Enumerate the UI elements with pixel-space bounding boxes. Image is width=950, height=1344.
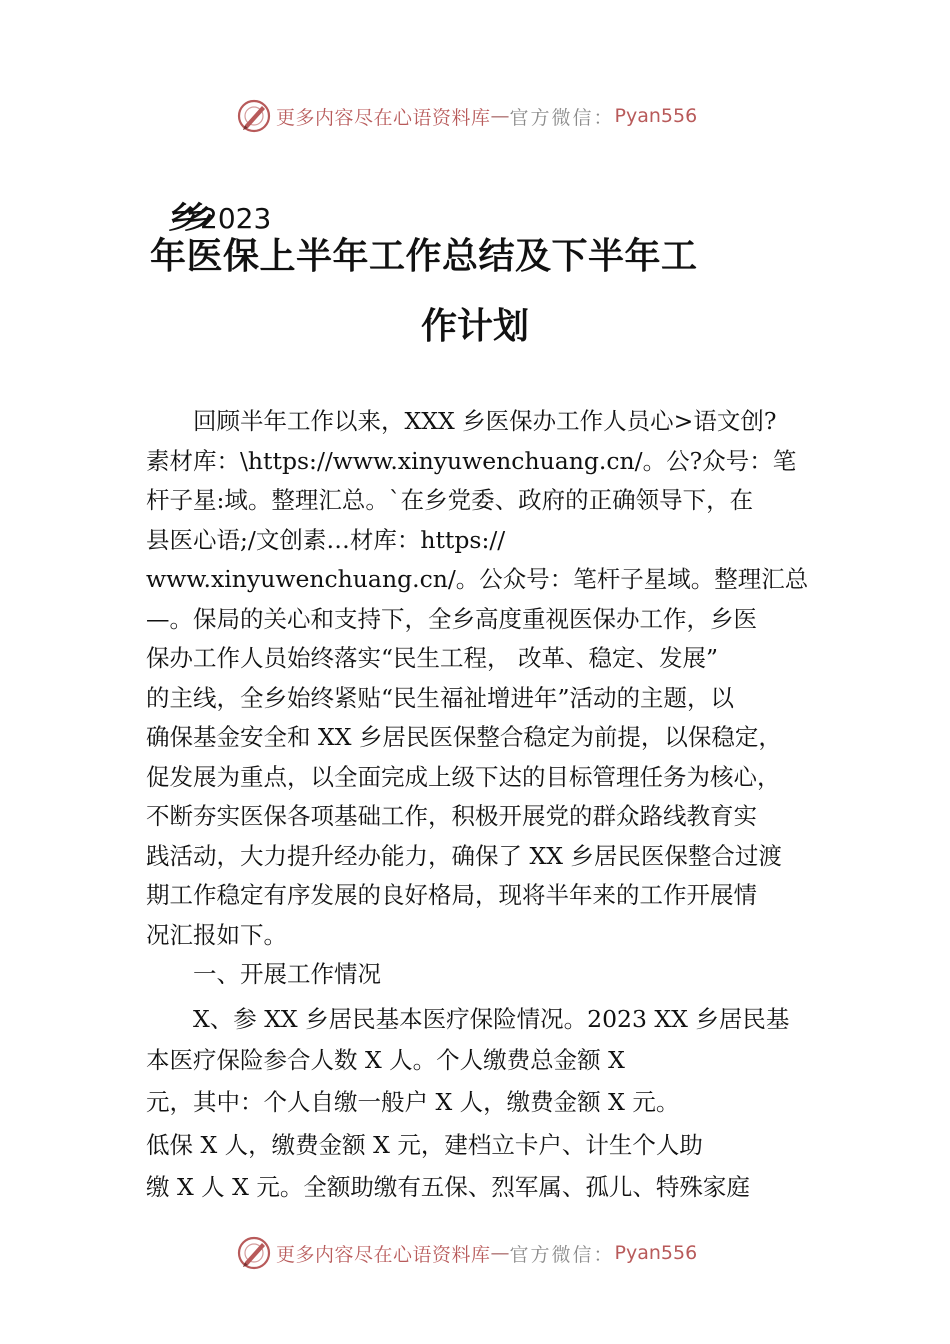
body-line: 缴 X 人 X 元。全额助缴有五保、烈军属、孤儿、特殊家庭 xyxy=(146,1173,750,1201)
header-watermark xyxy=(236,96,697,136)
title-year-number: 2023 xyxy=(200,202,272,235)
watermark-text: 更多内容尽在心语资料库 xyxy=(276,1243,491,1266)
body-line: 期工作稳定有序发展的良好格局，现将半年来的工作开展情 xyxy=(146,881,757,909)
body-line: 不断夯实医保各项基础工作，积极开展党的群众路线教育实 xyxy=(146,802,757,830)
watermark-dash: — xyxy=(490,1242,510,1264)
watermark-wechat-id: Pyan556 xyxy=(614,105,698,127)
body-line: 回顾半年工作以来，XXX 乡医保办工作人员心>语文创? xyxy=(146,407,777,435)
section-heading: 一、开展工作情况 xyxy=(146,960,381,988)
body-line: 本医疗保险参合人数 X 人。个人缴费总金额 X xyxy=(146,1046,625,1074)
pen-logo-icon xyxy=(236,98,272,134)
body-line: 元，其中：个人自缴一般户 X 人，缴费金额 X 元。 xyxy=(146,1088,680,1116)
watermark-wechat-id: Pyan556 xyxy=(614,1242,698,1264)
body-line: 的主线，全乡始终紧贴“民生福祉增进年”活动的主题，以 xyxy=(146,684,735,712)
body-line: 杆子星:域。整理汇总。`在乡党委、政府的正确领导下，在 xyxy=(146,486,754,514)
body-line: 素材库：\https://www.xinyuwenchuang.cn/。公?众号：笔 xyxy=(146,447,797,475)
body-line: www.xinyuwenchuang.cn/。公众号：笔杆子星域。整理汇总 xyxy=(146,565,809,593)
pen-logo-icon xyxy=(236,1235,272,1271)
page-title-line-1: 年医保上半年工作总结及下半年工 xyxy=(150,235,698,277)
watermark-label: 官方微信： xyxy=(509,1243,615,1266)
watermark-dash: — xyxy=(490,105,510,127)
body-line: 确保基金安全和 XX 乡居民医保整合稳定为前提，以保稳定， xyxy=(146,723,782,751)
watermark-label: 官方微信： xyxy=(509,106,615,129)
body-line: 况汇报如下。 xyxy=(146,921,287,949)
body-line: 保办工作人员始终落实“民生工程， 改革、稳定、发展” xyxy=(146,644,718,672)
body-line: 践活动，大力提升经办能力，确保了 XX 乡居民医保整合过渡 xyxy=(146,842,782,870)
body-line: 促发展为重点，以全面完成上级下达的目标管理任务为核心， xyxy=(146,763,781,791)
body-line: —。保局的关心和支持下，全乡高度重视医保办工作，乡医 xyxy=(146,605,757,633)
body-line: 低保 X 人，缴费金额 X 元，建档立卡户、计生个人助 xyxy=(146,1131,703,1159)
watermark-text: 更多内容尽在心语资料库 xyxy=(276,106,491,129)
body-line: X、参 XX 乡居民基本医疗保险情况。2023 XX 乡居民基 xyxy=(146,1005,790,1033)
body-line: 县医心语;/文创素…材库：https:// xyxy=(146,526,506,554)
footer-watermark xyxy=(236,1233,697,1273)
page-title-line-2: 作计划 xyxy=(420,305,529,347)
title-year-glitch: 乡乡 xyxy=(168,201,200,236)
